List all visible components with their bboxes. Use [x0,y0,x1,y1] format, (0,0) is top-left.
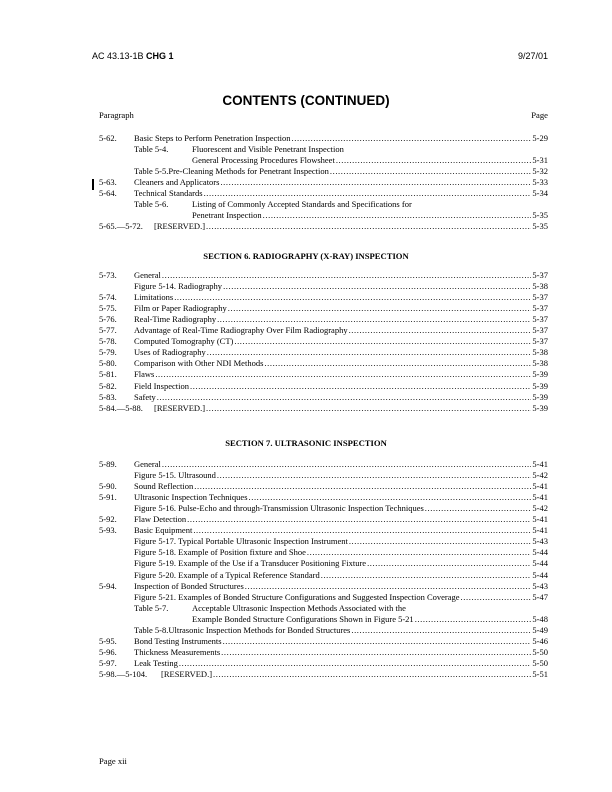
toc-entry[interactable] [99,503,548,514]
page-reference: 5-51 [532,668,548,679]
toc-entry[interactable] [99,625,548,636]
table-reference: Table 5-5. [134,166,169,177]
page-number-footer: Page xii [99,756,127,766]
dot-leader [367,558,531,569]
table-reference: Table 5-4. [134,144,169,155]
entry-title: [RESERVED.] [154,402,206,413]
dot-leader [206,221,531,232]
toc-entry[interactable] [99,492,548,503]
page-reference: 5-38 [532,281,548,292]
dot-leader [245,581,532,592]
dot-leader [194,481,531,492]
entry-title: Sound Reflection [134,481,194,492]
toc-entry[interactable] [99,647,548,658]
dot-leader [155,369,531,380]
toc-entry[interactable] [99,403,548,414]
page-reference: 5-50 [532,646,548,657]
entry-title: Pre-Cleaning Methods for Penetrant Inspection [168,166,329,177]
entry-title: Figure 5-21. Examples of Bonded Structure Configurations and Suggested Inspection Coverage [134,591,460,602]
entry-title: General Processing Procedures Flowsheet [192,155,335,166]
entry-title: Comparison with Other NDI Methods [134,358,264,369]
entry-title: Listing of Commonly Accepted Standards and Specifications for [192,199,412,210]
toc-entry[interactable] [99,603,548,614]
doc-id: AC 43.13-1B [92,51,144,61]
entry-title: Safety [134,391,156,402]
paragraph-number: 5-92. [99,514,117,525]
toc-entry[interactable] [99,177,548,188]
entry-title: Inspection of Bonded Structures [134,580,244,591]
entry-title: Thickness Measurements [134,646,221,657]
page-reference: 5-47 [532,591,548,602]
page-reference: 5-32 [532,166,548,177]
dot-leader [223,636,532,647]
page-reference: 5-29 [532,133,548,143]
entry-title: Advantage of Real-Time Radiography Over Film Radiography [134,325,348,336]
dot-leader [162,270,532,281]
entry-title: Ultrasonic Inspection Techniques [134,492,248,503]
entry-title: Bond Testing Instruments [134,635,222,646]
paragraph-number: 5-84.—5-88. [99,402,143,413]
page-reference: 5-38 [532,358,548,369]
toc-entry[interactable] [99,514,548,525]
page-reference: 5-43 [532,580,548,591]
toc-entry[interactable] [99,188,548,199]
toc-entry[interactable] [99,221,548,232]
dot-leader [204,188,532,199]
dot-leader [157,392,532,403]
toc-entry[interactable] [99,281,548,292]
dot-leader [179,658,532,669]
entry-title: Example Bonded Structure Configurations Shown in Figure 5-21 [192,613,414,624]
dot-leader [307,547,532,558]
toc-entry[interactable] [99,133,548,144]
page-reference: 5-42 [532,503,548,514]
entry-title: Limitations [134,292,174,303]
page-reference: 5-37 [532,325,548,336]
toc-entry[interactable] [99,358,548,369]
paragraph-number: 5-83. [99,391,117,402]
paragraph-number: 5-90. [99,481,117,492]
column-header-page: Page [531,110,548,120]
dot-leader [415,614,532,625]
toc-entry[interactable] [99,369,548,380]
toc-entry[interactable] [99,636,548,647]
toc-entry[interactable] [99,210,548,221]
toc-entry[interactable] [99,292,548,303]
toc-entry[interactable] [99,381,548,392]
page-reference: 5-46 [532,635,548,646]
toc-entry[interactable] [99,166,548,177]
column-header-paragraph: Paragraph [99,110,134,120]
toc-entry[interactable] [99,314,548,325]
page-reference: 5-41 [532,459,548,469]
page-reference: 5-38 [532,347,548,358]
entry-title: Basic Equipment [134,525,193,536]
dot-leader [425,503,532,514]
toc-entry[interactable] [99,525,548,536]
entry-title: Computed Tomography (CT) [134,336,234,347]
page-reference: 5-44 [532,547,548,558]
paragraph-number: 5-97. [99,657,117,668]
paragraph-number: 5-63. [99,177,117,188]
toc-entry[interactable] [99,470,548,481]
entry-title: Field Inspection [134,380,190,391]
paragraph-number: 5-78. [99,336,117,347]
entry-title: General [134,459,161,469]
page-reference: 5-37 [532,292,548,303]
entry-title: Figure 5-16. Pulse-Echo and through-Transmission Ultrasonic Inspection Techniques [134,503,424,514]
toc-entry[interactable] [99,336,548,347]
page-reference: 5-50 [532,657,548,668]
dot-leader [263,210,532,221]
entry-title: Figure 5-19. Example of the Use if a Transducer Positioning Fixture [134,558,367,569]
page-reference: 5-44 [532,569,548,580]
page-title: CONTENTS (CONTINUED) [222,93,390,108]
paragraph-number: 5-64. [99,188,117,199]
paragraph-number: 5-95. [99,635,117,646]
entry-title: Flaw Detection [134,514,187,525]
entry-title: [RESERVED.] [161,668,213,679]
dot-leader [249,492,532,503]
toc-entry[interactable] [99,558,548,569]
toc-entry[interactable] [99,199,548,210]
entry-title: Ultrasonic Inspection Methods for Bonded Structures [168,624,351,635]
paragraph-number: 5-79. [99,347,117,358]
dot-leader [207,347,532,358]
toc-entry[interactable] [99,581,548,592]
toc-entry[interactable] [99,592,548,603]
dot-leader [187,514,531,525]
page-reference: 5-41 [532,514,548,525]
dot-leader [217,314,531,325]
dot-leader [206,403,531,414]
header-date: 9/27/01 [517,51,548,61]
entry-title: Cleaners and Applicators [134,177,220,188]
table-reference: Table 5-6. [134,199,169,210]
dot-leader [349,325,532,336]
toc-entry[interactable] [99,536,548,547]
page-reference: 5-41 [532,525,548,536]
paragraph-number: 5-91. [99,492,117,503]
section-6-title: SECTION 6. RADIOGRAPHY (X-RAY) INSPECTION [203,251,409,261]
entry-title: Technical Standards [134,188,203,199]
paragraph-number: 5-74. [99,292,117,303]
change-number: CHG 1 [146,51,174,61]
paragraph-number: 5-75. [99,303,117,314]
paragraph-number: 5-94. [99,580,117,591]
dot-leader [228,303,532,314]
toc-entry[interactable] [99,658,548,669]
entry-title: Flaws [134,369,155,380]
page-reference: 5-48 [532,613,548,624]
entry-title: [RESERVED.] [154,221,206,232]
dot-leader [330,166,532,177]
paragraph-number: 5-62. [99,133,117,143]
paragraph-number: 5-76. [99,314,117,325]
page-reference: 5-35 [532,221,548,232]
page-reference: 5-39 [532,380,548,391]
entry-title: Leak Testing [134,657,178,668]
toc-entry[interactable] [99,392,548,403]
entry-title: Figure 5-14. Radiography [134,281,223,292]
toc-entry[interactable] [99,270,548,281]
paragraph-number: 5-93. [99,525,117,536]
dot-leader [162,459,532,470]
page-reference: 5-33 [532,177,548,188]
dot-leader [220,177,531,188]
entry-title: Figure 5-18. Example of Position fixture and Shoe [134,547,306,558]
page-reference: 5-39 [532,402,548,413]
page-reference: 5-39 [532,391,548,402]
table-reference: Table 5-7. [134,602,169,613]
paragraph-number: 5-80. [99,358,117,369]
page-reference: 5-35 [532,210,548,221]
dot-leader [193,525,531,536]
toc-entry[interactable] [99,347,548,358]
paragraph-number: 5-82. [99,380,117,391]
dot-leader [349,536,532,547]
dot-leader [461,592,532,603]
paragraph-number: 5-89. [99,459,117,469]
entry-title: Fluorescent and Visible Penetrant Inspection [192,144,344,155]
dot-leader [221,647,531,658]
page-reference: 5-42 [532,470,548,481]
table-reference: Table 5-8. [134,624,169,635]
page-reference: 5-43 [532,536,548,547]
entry-title: Penetrant Inspection [192,210,262,221]
entry-title: Real-Time Radiography [134,314,217,325]
page-reference: 5-34 [532,188,548,199]
page-reference: 5-31 [532,155,548,166]
toc-entry[interactable] [99,481,548,492]
entry-title: Acceptable Ultrasonic Inspection Methods Associated with the [192,602,406,613]
page-reference: 5-37 [532,270,548,280]
entry-title: Figure 5-17. Typical Portable Ultrasonic Inspection Instrument [134,536,348,547]
dot-leader [223,281,531,292]
page-reference: 5-37 [532,336,548,347]
toc-entry[interactable] [99,459,548,470]
dot-leader [174,292,531,303]
toc-entry[interactable] [99,155,548,166]
toc-entry[interactable] [99,144,548,155]
entry-title: Figure 5-20. Example of a Typical Reference Standard [134,569,320,580]
dot-leader [190,381,531,392]
change-bar [92,179,94,190]
page-reference: 5-44 [532,558,548,569]
dot-leader [321,570,532,581]
entry-title: Uses of Radiography [134,347,206,358]
toc-entry[interactable] [99,547,548,558]
dot-leader [213,669,531,680]
header-doc-id [92,51,174,61]
paragraph-number: 5-65.—5-72. [99,221,143,232]
entry-title: Figure 5-15. Ultrasound [134,470,216,481]
page-reference: 5-37 [532,314,548,325]
section-7-title: SECTION 7. ULTRASONIC INSPECTION [225,438,387,448]
entry-title: Basic Steps to Perform Penetration Inspection [134,133,291,143]
entry-title: General [134,270,161,280]
dot-leader [351,625,531,636]
entry-title: Film or Paper Radiography [134,303,227,314]
paragraph-number: 5-96. [99,646,117,657]
dot-leader [264,358,531,369]
page-reference: 5-41 [532,492,548,503]
paragraph-number: 5-98.—5-104. [99,668,148,679]
toc-entry[interactable] [99,303,548,314]
dot-leader [234,336,531,347]
paragraph-number: 5-77. [99,325,117,336]
toc-entry[interactable] [99,614,548,625]
page-reference: 5-39 [532,369,548,380]
dot-leader [217,470,531,481]
page-reference: 5-49 [532,624,548,635]
page-reference: 5-41 [532,481,548,492]
page-reference: 5-37 [532,303,548,314]
toc-entry[interactable] [99,669,548,680]
toc-entry[interactable] [99,570,548,581]
paragraph-number: 5-73. [99,270,117,280]
dot-leader [336,155,532,166]
dot-leader [292,133,532,144]
toc-entry[interactable] [99,325,548,336]
paragraph-number: 5-81. [99,369,117,380]
